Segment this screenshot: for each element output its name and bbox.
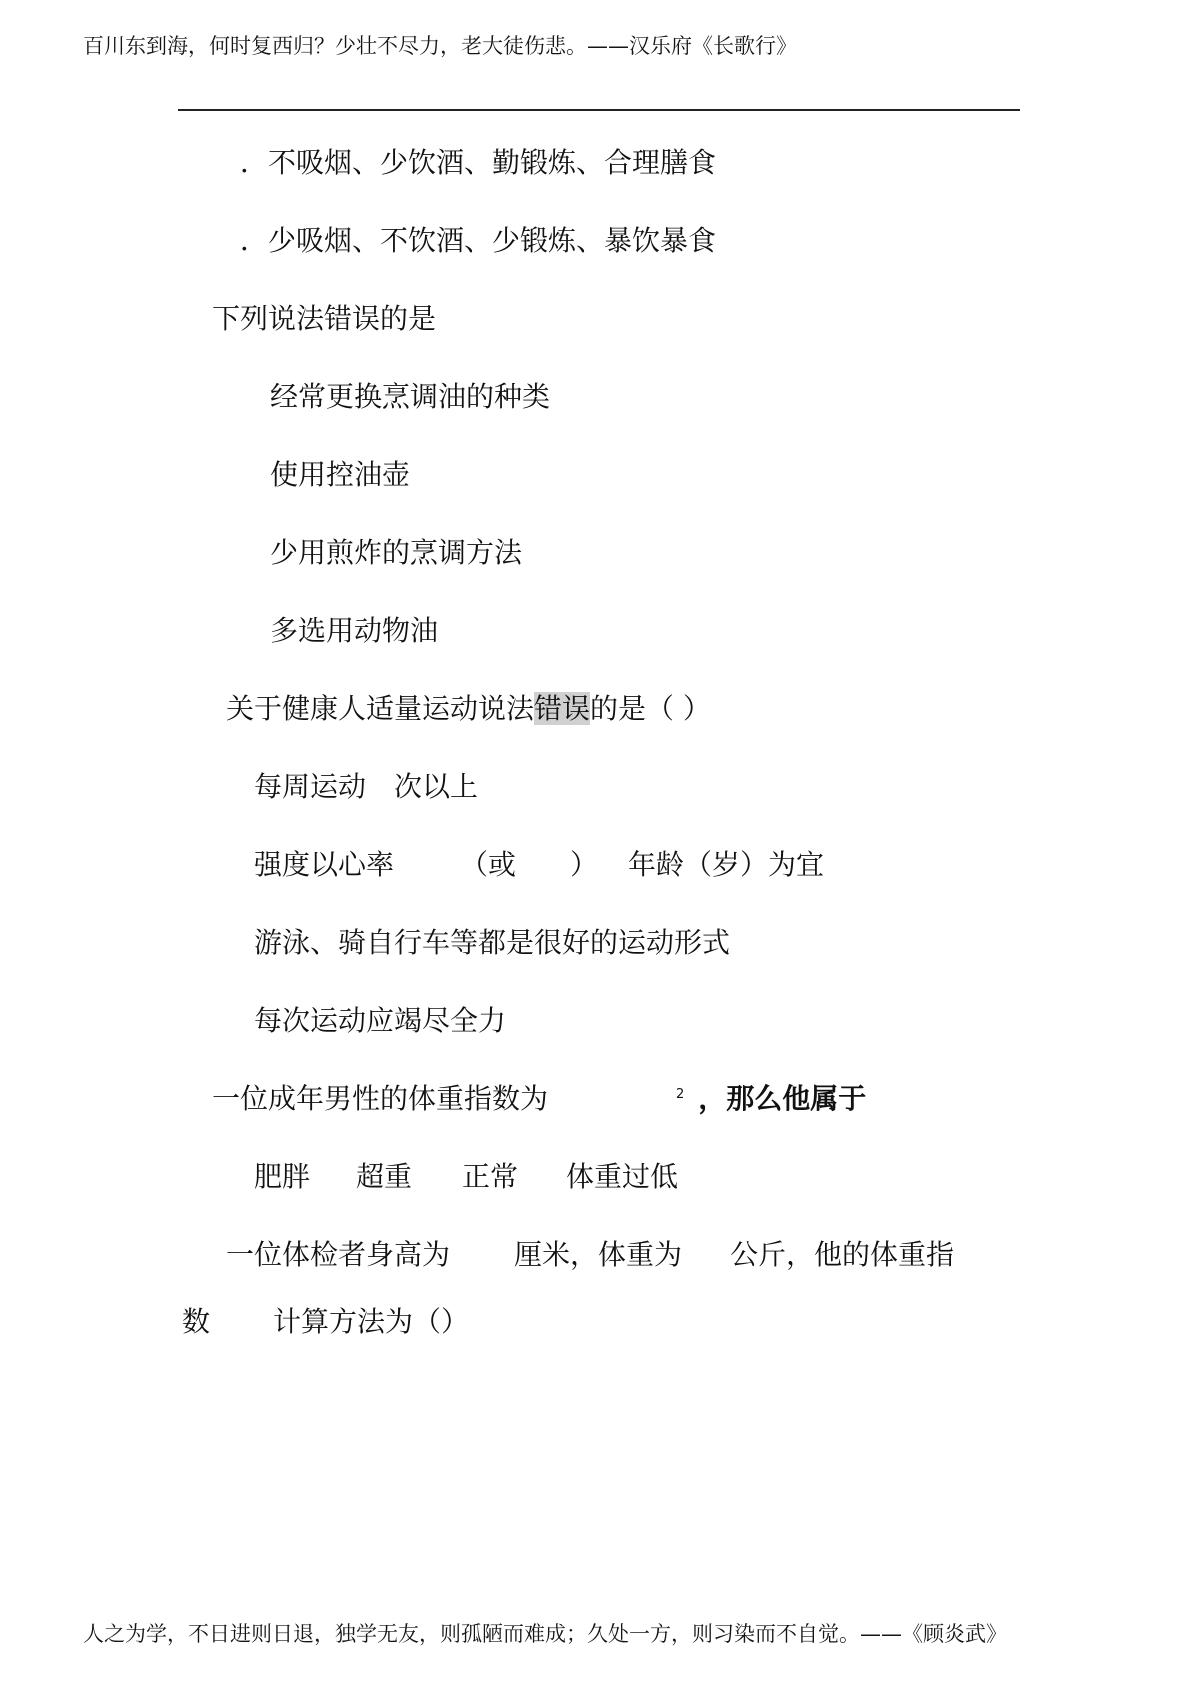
option-line-2: ．少吸烟、不饮酒、少锻炼、暴饮暴食 (240, 224, 717, 257)
question-bmi-calc-part5: 计算方法为（） (273, 1305, 470, 1338)
header-quote: 百川东到海，何时复西归？少壮不尽力，老大徒伤悲。——汉乐府《长歌行》 (83, 34, 797, 58)
exercise-option-b-part4: 年龄（岁）为宜 (628, 848, 825, 881)
exercise-option-d: 每次运动应竭尽全力 (254, 1004, 507, 1037)
exercise-option-b-part1: 强度以心率 (254, 848, 395, 881)
superscript-2: 2 (676, 1086, 685, 1102)
bmi-options (254, 1155, 678, 1195)
bmi-option-a: 肥胖 (254, 1160, 311, 1193)
question-exercise-text: 关于健康人适量运动说法 (226, 692, 535, 725)
question-bmi (212, 1077, 866, 1117)
exercise-option-a-part2: 次以上 (394, 770, 479, 803)
exercise-option-a (254, 765, 478, 805)
question-exercise (226, 687, 711, 727)
question-exercise-tail: 的是（ ） (590, 692, 711, 725)
question-bmi-calc-part4: 数 (182, 1305, 211, 1338)
bmi-option-d: 体重过低 (566, 1160, 679, 1193)
exercise-option-b (254, 843, 824, 883)
bmi-option-c: 正常 (462, 1160, 519, 1193)
answer-option-d: 多选用动物油 (270, 614, 439, 647)
question-bmi-calc-line1 (226, 1233, 954, 1273)
bmi-option-b: 超重 (356, 1160, 413, 1193)
question-bmi-text: 一位成年男性的体重指数为 (212, 1082, 549, 1115)
exercise-option-b-part3: ） (570, 848, 599, 881)
question-bmi-tail: ，那么他属于 (698, 1082, 867, 1115)
exercise-option-c: 游泳、骑自行车等都是很好的运动形式 (254, 926, 731, 959)
header-divider (178, 109, 1020, 111)
option-line-1: ．不吸烟、少饮酒、勤锻炼、合理膳食 (240, 146, 717, 179)
question-bmi-calc-part1: 一位体检者身高为 (226, 1238, 451, 1271)
question-bmi-calc-part3: 公斤，他的体重指 (730, 1238, 955, 1271)
question-bmi-calc-line2 (182, 1300, 469, 1340)
exercise-option-a-part1: 每周运动 (254, 770, 367, 803)
answer-option-b: 使用控油壶 (270, 458, 411, 491)
question-bmi-calc-part2: 厘米，体重为 (514, 1238, 683, 1271)
highlighted-word: 错误 (534, 692, 591, 725)
exercise-option-b-part2: （或 (460, 848, 517, 881)
answer-option-c: 少用煎炸的烹调方法 (270, 536, 523, 569)
answer-option-a: 经常更换烹调油的种类 (270, 380, 551, 413)
question-wrong-statement: 下列说法错误的是 (212, 302, 437, 335)
footer-quote: 人之为学，不日进则日退，独学无友，则孤陋而难成；久处一方，则习染而不自觉。——《顾炎武》 (83, 1622, 1007, 1646)
